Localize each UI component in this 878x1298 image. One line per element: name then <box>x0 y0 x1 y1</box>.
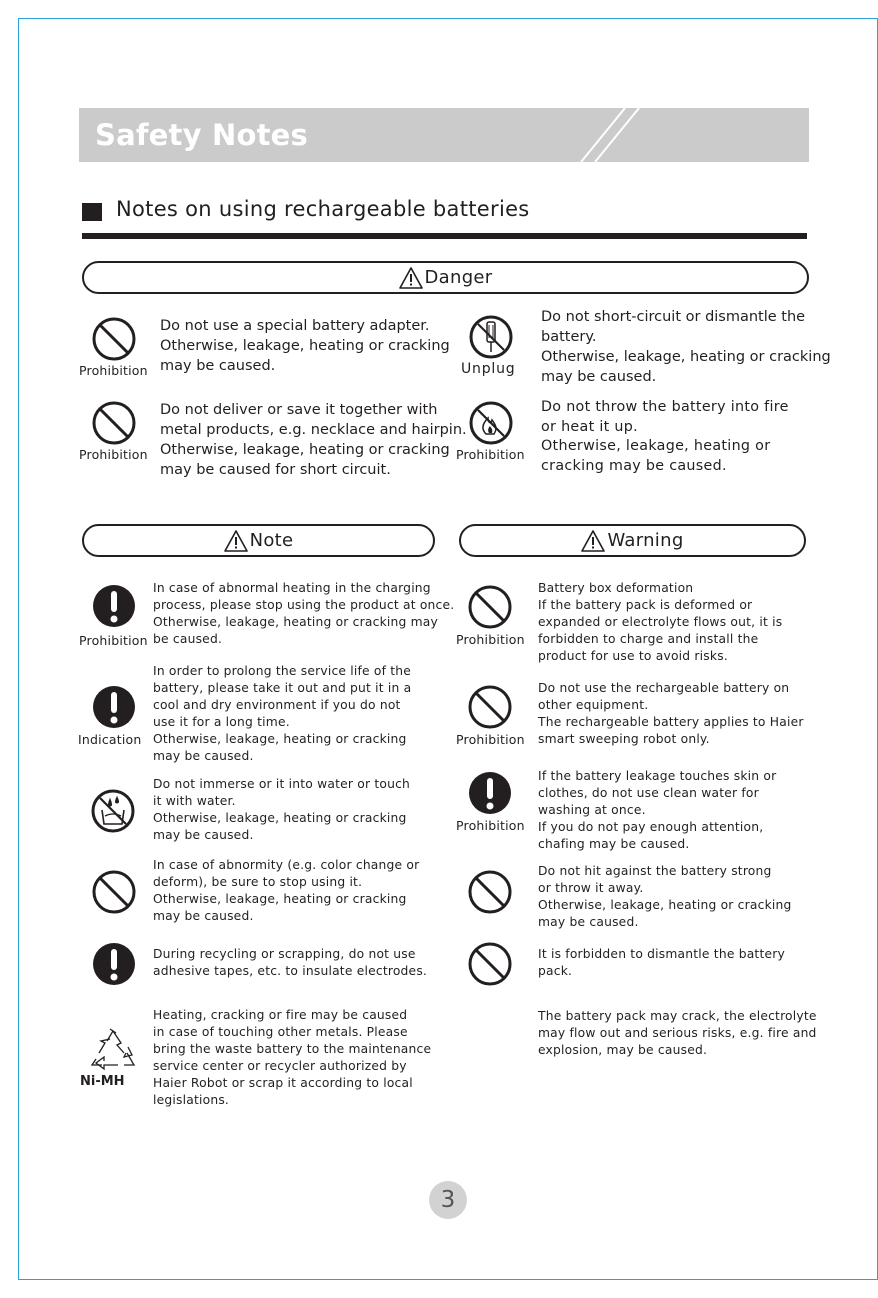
exclamation-icon <box>91 941 137 987</box>
warning-item-deformation: Battery box deformation If the battery pack is deformed or expanded or electrolyte flows out, it is forbidden to charge and install the product for use to avoid risks. <box>538 581 783 663</box>
prohibition-caption: Prohibition <box>456 632 525 647</box>
no-water-icon <box>90 788 136 834</box>
note-item-storage: In order to prolong the service life of the battery, please take it out and put it in a cool and dry environment if you do not use it for a long time. Otherwise, leakage, heating or cracking may be caused. <box>153 664 412 763</box>
title-banner <box>79 108 809 162</box>
prohibition-icon <box>467 684 513 730</box>
danger-header <box>82 261 809 294</box>
note-item-abnormity: In case of abnormity (e.g. color change or deform), be sure to stop using it. Otherwise, leakage, heating or cracking may be caused. <box>153 858 420 923</box>
danger-item-fire: Do not throw the battery into fire or heat it up. Otherwise, leakage, heating or cracking may be caused. <box>541 399 789 474</box>
exclamation-icon <box>91 684 137 730</box>
square-bullet-icon <box>82 203 102 221</box>
exclamation-icon <box>467 770 513 816</box>
page-number: 3 <box>429 1181 467 1219</box>
ni-mh-label: Ni-MH <box>80 1074 125 1089</box>
no-fire-icon <box>468 400 514 446</box>
note-item-water: Do not immerse or it into water or touch it with water. Otherwise, leakage, heating or cracking may be caused. <box>153 777 411 842</box>
warning-header <box>459 524 806 557</box>
prohibition-caption: Prohibition <box>79 447 148 462</box>
danger-item-metal-products: Do not deliver or save it together with metal products, e.g. necklace and hairpin. Otherwise, leakage, heating or cracking may be caused for short circuit. <box>160 402 467 478</box>
note-label: Note <box>249 530 294 551</box>
prohibition-caption: Prohibition <box>79 363 148 378</box>
warning-triangle-icon <box>399 267 423 289</box>
exclamation-icon <box>91 583 137 629</box>
prohibition-icon <box>467 584 513 630</box>
unplug-caption: Unplug <box>461 361 516 377</box>
danger-item-adapter: Do not use a special battery adapter. Otherwise, leakage, heating or cracking may be caused. <box>160 318 450 374</box>
warning-item-other-equipment: Do not use the rechargeable battery on other equipment. The rechargeable battery applies to Haier smart sweeping robot only. <box>538 681 804 746</box>
indication-caption: Indication <box>78 732 142 747</box>
warning-item-leakage: If the battery leakage touches skin or clothes, do not use clean water for washing at once. If you do not pay enough attention, chafing may be caused. <box>538 769 777 851</box>
unplug-icon <box>468 314 514 360</box>
warning-item-dismantle: It is forbidden to dismantle the battery pack. <box>538 947 785 978</box>
note-header <box>82 524 435 557</box>
note-item-abnormal-heating: In case of abnormal heating in the charging process, please stop using the product at once. Otherwise, leakage, heating or cracking may be caused. <box>153 581 455 646</box>
prohibition-icon <box>91 316 137 362</box>
section-title: Notes on using rechargeable batteries <box>116 197 530 221</box>
prohibition-caption: Prohibition <box>456 447 525 462</box>
prohibition-icon <box>467 941 513 987</box>
section-divider <box>82 233 807 239</box>
prohibition-caption: Prohibition <box>456 732 525 747</box>
warning-triangle-icon <box>224 530 248 552</box>
prohibition-icon <box>467 869 513 915</box>
warning-triangle-icon <box>581 530 605 552</box>
page-title: Safety Notes <box>95 118 308 152</box>
prohibition-caption: Prohibition <box>79 633 148 648</box>
prohibition-caption: Prohibition <box>456 818 525 833</box>
warning-label: Warning <box>607 530 684 551</box>
danger-item-short-circuit: Do not short-circuit or dismantle the battery. Otherwise, leakage, heating or cracking may be caused. <box>541 309 831 385</box>
danger-label: Danger <box>424 267 493 288</box>
warning-item-crack-risk: The battery pack may crack, the electrolyte may flow out and serious risks, e.g. fire and explosion, may be caused. <box>538 1009 817 1057</box>
recycle-icon <box>88 1027 138 1073</box>
warning-item-hit: Do not hit against the battery strong or throw it away. Otherwise, leakage, heating or cracking may be caused. <box>538 864 792 929</box>
prohibition-icon <box>91 400 137 446</box>
note-item-disposal: Heating, cracking or fire may be caused in case of touching other metals. Please bring the waste battery to the maintenance service center or recycler authorized by Haier Robot or scrap it according to local legislations. <box>153 1008 432 1107</box>
note-item-recycling: During recycling or scrapping, do not use adhesive tapes, etc. to insulate electrodes. <box>153 947 428 978</box>
prohibition-icon <box>91 869 137 915</box>
